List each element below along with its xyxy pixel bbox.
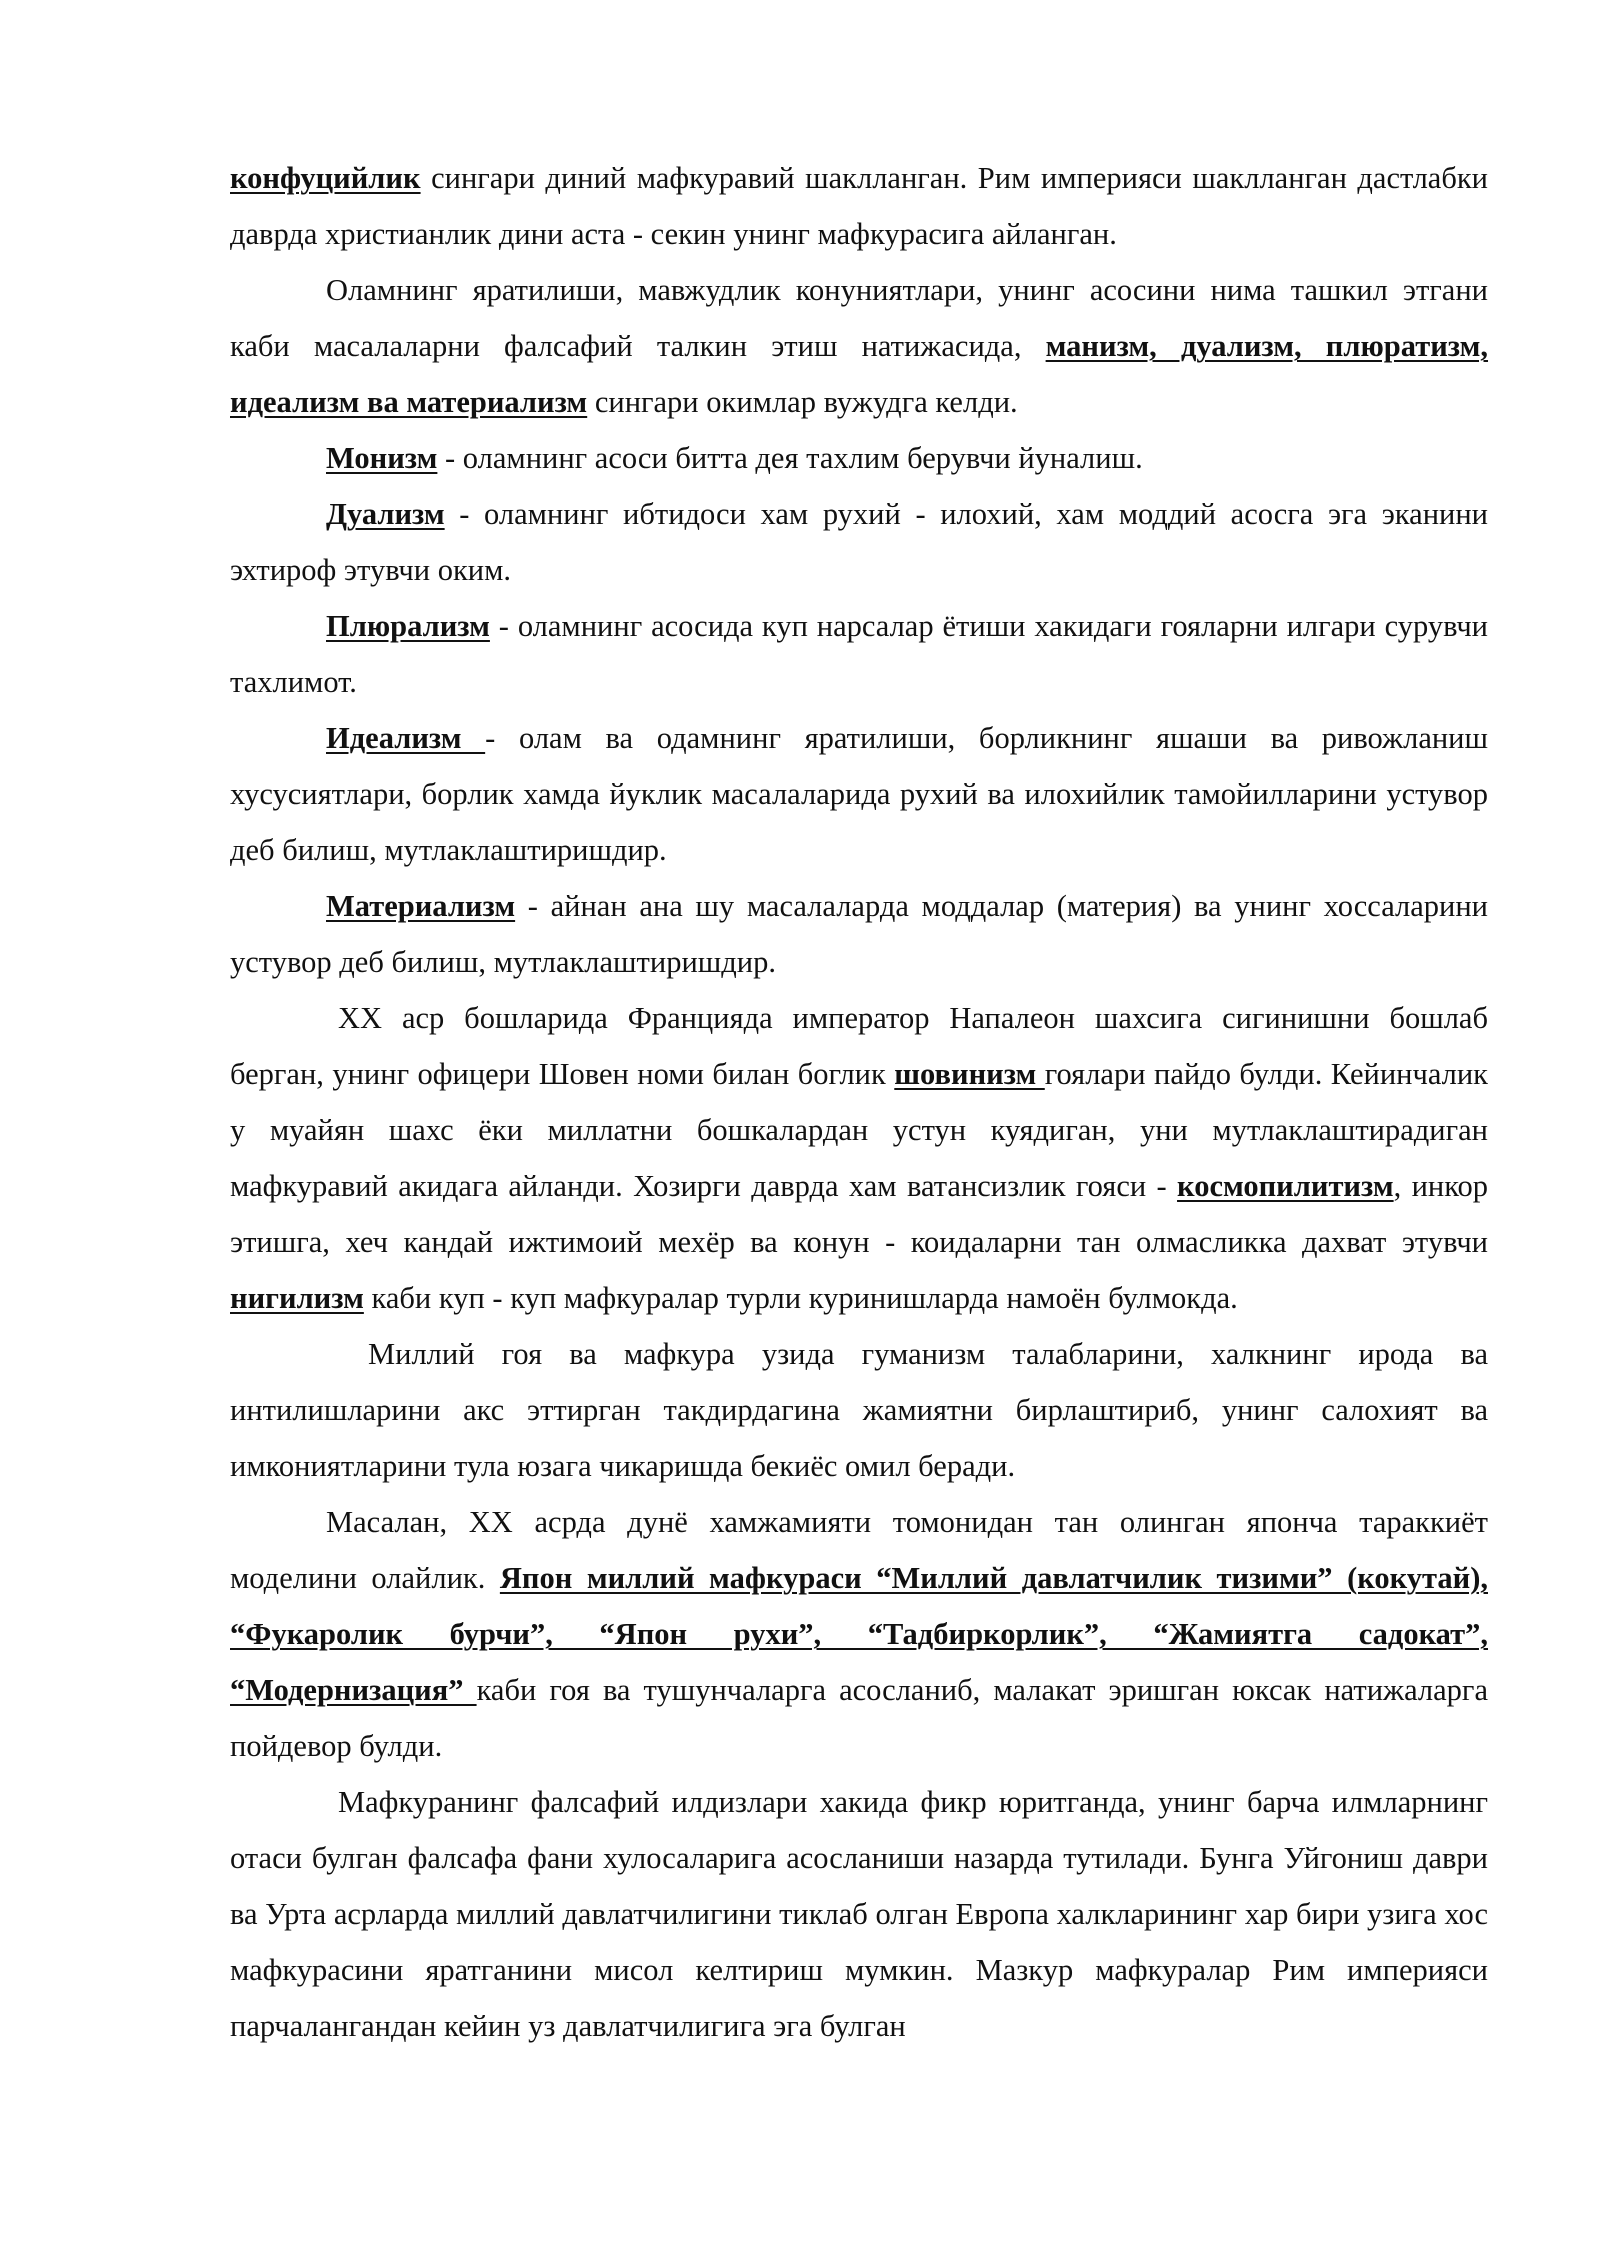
paragraph-text: , инкор этишга, хеч кандай ижтимоий мехёр ва конун - коидаларни тан олмасликка дахват этувчи xyxy=(230,1169,1488,1259)
term-cosmopolitanism: космопилитизм xyxy=(1177,1169,1394,1203)
paragraph-text: Масалан, XX асрда дунё хамжамияти томонидан тан олинган япончa тараккиёт моделини олайлик. xyxy=(230,1505,1488,1595)
paragraph-dualism xyxy=(230,486,1488,598)
term-dualism: Дуализм xyxy=(326,497,445,531)
term-idealism: Идеализм xyxy=(326,721,486,755)
paragraph-confucianism xyxy=(230,150,1488,262)
paragraph-text: - оламнинг асосида куп нарсалар ётиши хакидаги гояларни илгари сурувчи тахлимот. xyxy=(230,609,1488,699)
paragraph-text: - оламнинг ибтидоси хам рухий - илохий, хам моддий асосга эга эканини эхтироф этувчи оким. xyxy=(230,497,1488,587)
paragraph-text: XX аср бошларида Францияда император Напалеон шахсига сигинишни бошлаб берган, унинг офицери Шовен номи билан боглик xyxy=(230,1001,1488,1091)
term-chauvinism: шовинизм xyxy=(894,1057,1045,1091)
paragraph-text: каби куп - куп мафкуралар турли куринишларда намоён булмокда. xyxy=(363,1281,1238,1315)
paragraph-text: Мафкуранинг фалсафий илдизлари хакида фикр юритганда, унинг барча илмларнинг отаси булган фалсафа фани хулосаларига асосланиши назарда тутилади. Бунга Уйгониш даври ва Урта асрларда миллий давлатчилигини тиклаб олган Европа халкларининг хар бири узига хос мафкурасини яратганини мисол келтириш мумкин. Мазкур мафкуралар Рим империяси парчалангандан кейин уз давлатчилигига эга булган xyxy=(230,1785,1488,2043)
paragraph-monism xyxy=(230,430,1488,486)
paragraph-national-idea xyxy=(230,1326,1488,1494)
paragraph-philosophical-roots xyxy=(230,1774,1488,2054)
paragraph-text: - айнан ана шу масалаларда моддалар (материя) ва унинг хоссаларини устувор деб билиш, мутлаклаштиришдир. xyxy=(230,889,1488,979)
term-materialism: Материализм xyxy=(326,889,516,923)
term-japan-ideology: Япон миллий мафкураси “Миллий давлатчилик тизими” (кокутай), “Фукаролик бурчи”, “Япон рухи”, “Тадбиркорлик”, “Жамиятга садокат”, “Модернизация” xyxy=(230,1561,1488,1707)
document-page xyxy=(230,150,1488,2054)
paragraph-text: гоялари пайдо булди. Кейинчалик у муайян шахс ёки миллатни бошкалардан устун куядиган, уни мутлаклаштирадиган мафкуравий акидага айланди. Хозирги даврда хам ватансизлик гояси - xyxy=(230,1057,1488,1203)
paragraph-text: Оламнинг яратилиши, мавжудлик конуниятлари, унинг асосини нима ташкил этгани каби масалаларни фалсафий талкин этиш натижасида, xyxy=(230,273,1488,363)
paragraph-text: Миллий гоя ва мафкура узида гуманизм талабларини, халкнинг ирода ва интилишларини акс эттирган такдирдагина жамиятни бирлаштириб, унинг салохият ва имкониятларини тула юзага чикаришда бекиёс омил беради. xyxy=(230,1337,1488,1483)
paragraph-materialism xyxy=(230,878,1488,990)
paragraph-text: - олам ва одамнинг яратилиши, борликнинг яшаши ва ривожланиш хусусиятлари, борлик хамда йуклик масалаларида рухий ва илохийлик тамойилларини устувор деб билиш, мутлаклаштиришдир. xyxy=(230,721,1488,867)
term-monism: Монизм xyxy=(326,441,438,475)
term-nihilism: нигилизм xyxy=(230,1281,364,1315)
term-pluralism: Плюрализм xyxy=(326,609,490,643)
paragraph-idealism xyxy=(230,710,1488,878)
paragraph-text: сингари диний мафкуравий шаклланган. Рим империяси шаклланган дастлабки даврда христианлик дини аста - секин унинг мафкурасига айланган. xyxy=(230,161,1488,251)
paragraph-japan-model xyxy=(230,1494,1488,1774)
paragraph-text: - оламнинг асоси битта дея тахлим берувчи йуналиш. xyxy=(437,441,1143,475)
paragraph-text: сингари окимлар вужудга келди. xyxy=(587,385,1018,419)
term-confucianism: конфуцийлик xyxy=(230,161,421,195)
paragraph-chauvinism xyxy=(230,990,1488,1326)
paragraph-world-origin xyxy=(230,262,1488,430)
term-list-currents: манизм, дуализм, плюратизм, идеализм ва материализм xyxy=(230,329,1489,419)
paragraph-pluralism xyxy=(230,598,1488,710)
paragraph-text: каби гоя ва тушунчаларга асосланиб, малакат эришган юксак натижаларга пойдевор булди. xyxy=(230,1673,1488,1763)
